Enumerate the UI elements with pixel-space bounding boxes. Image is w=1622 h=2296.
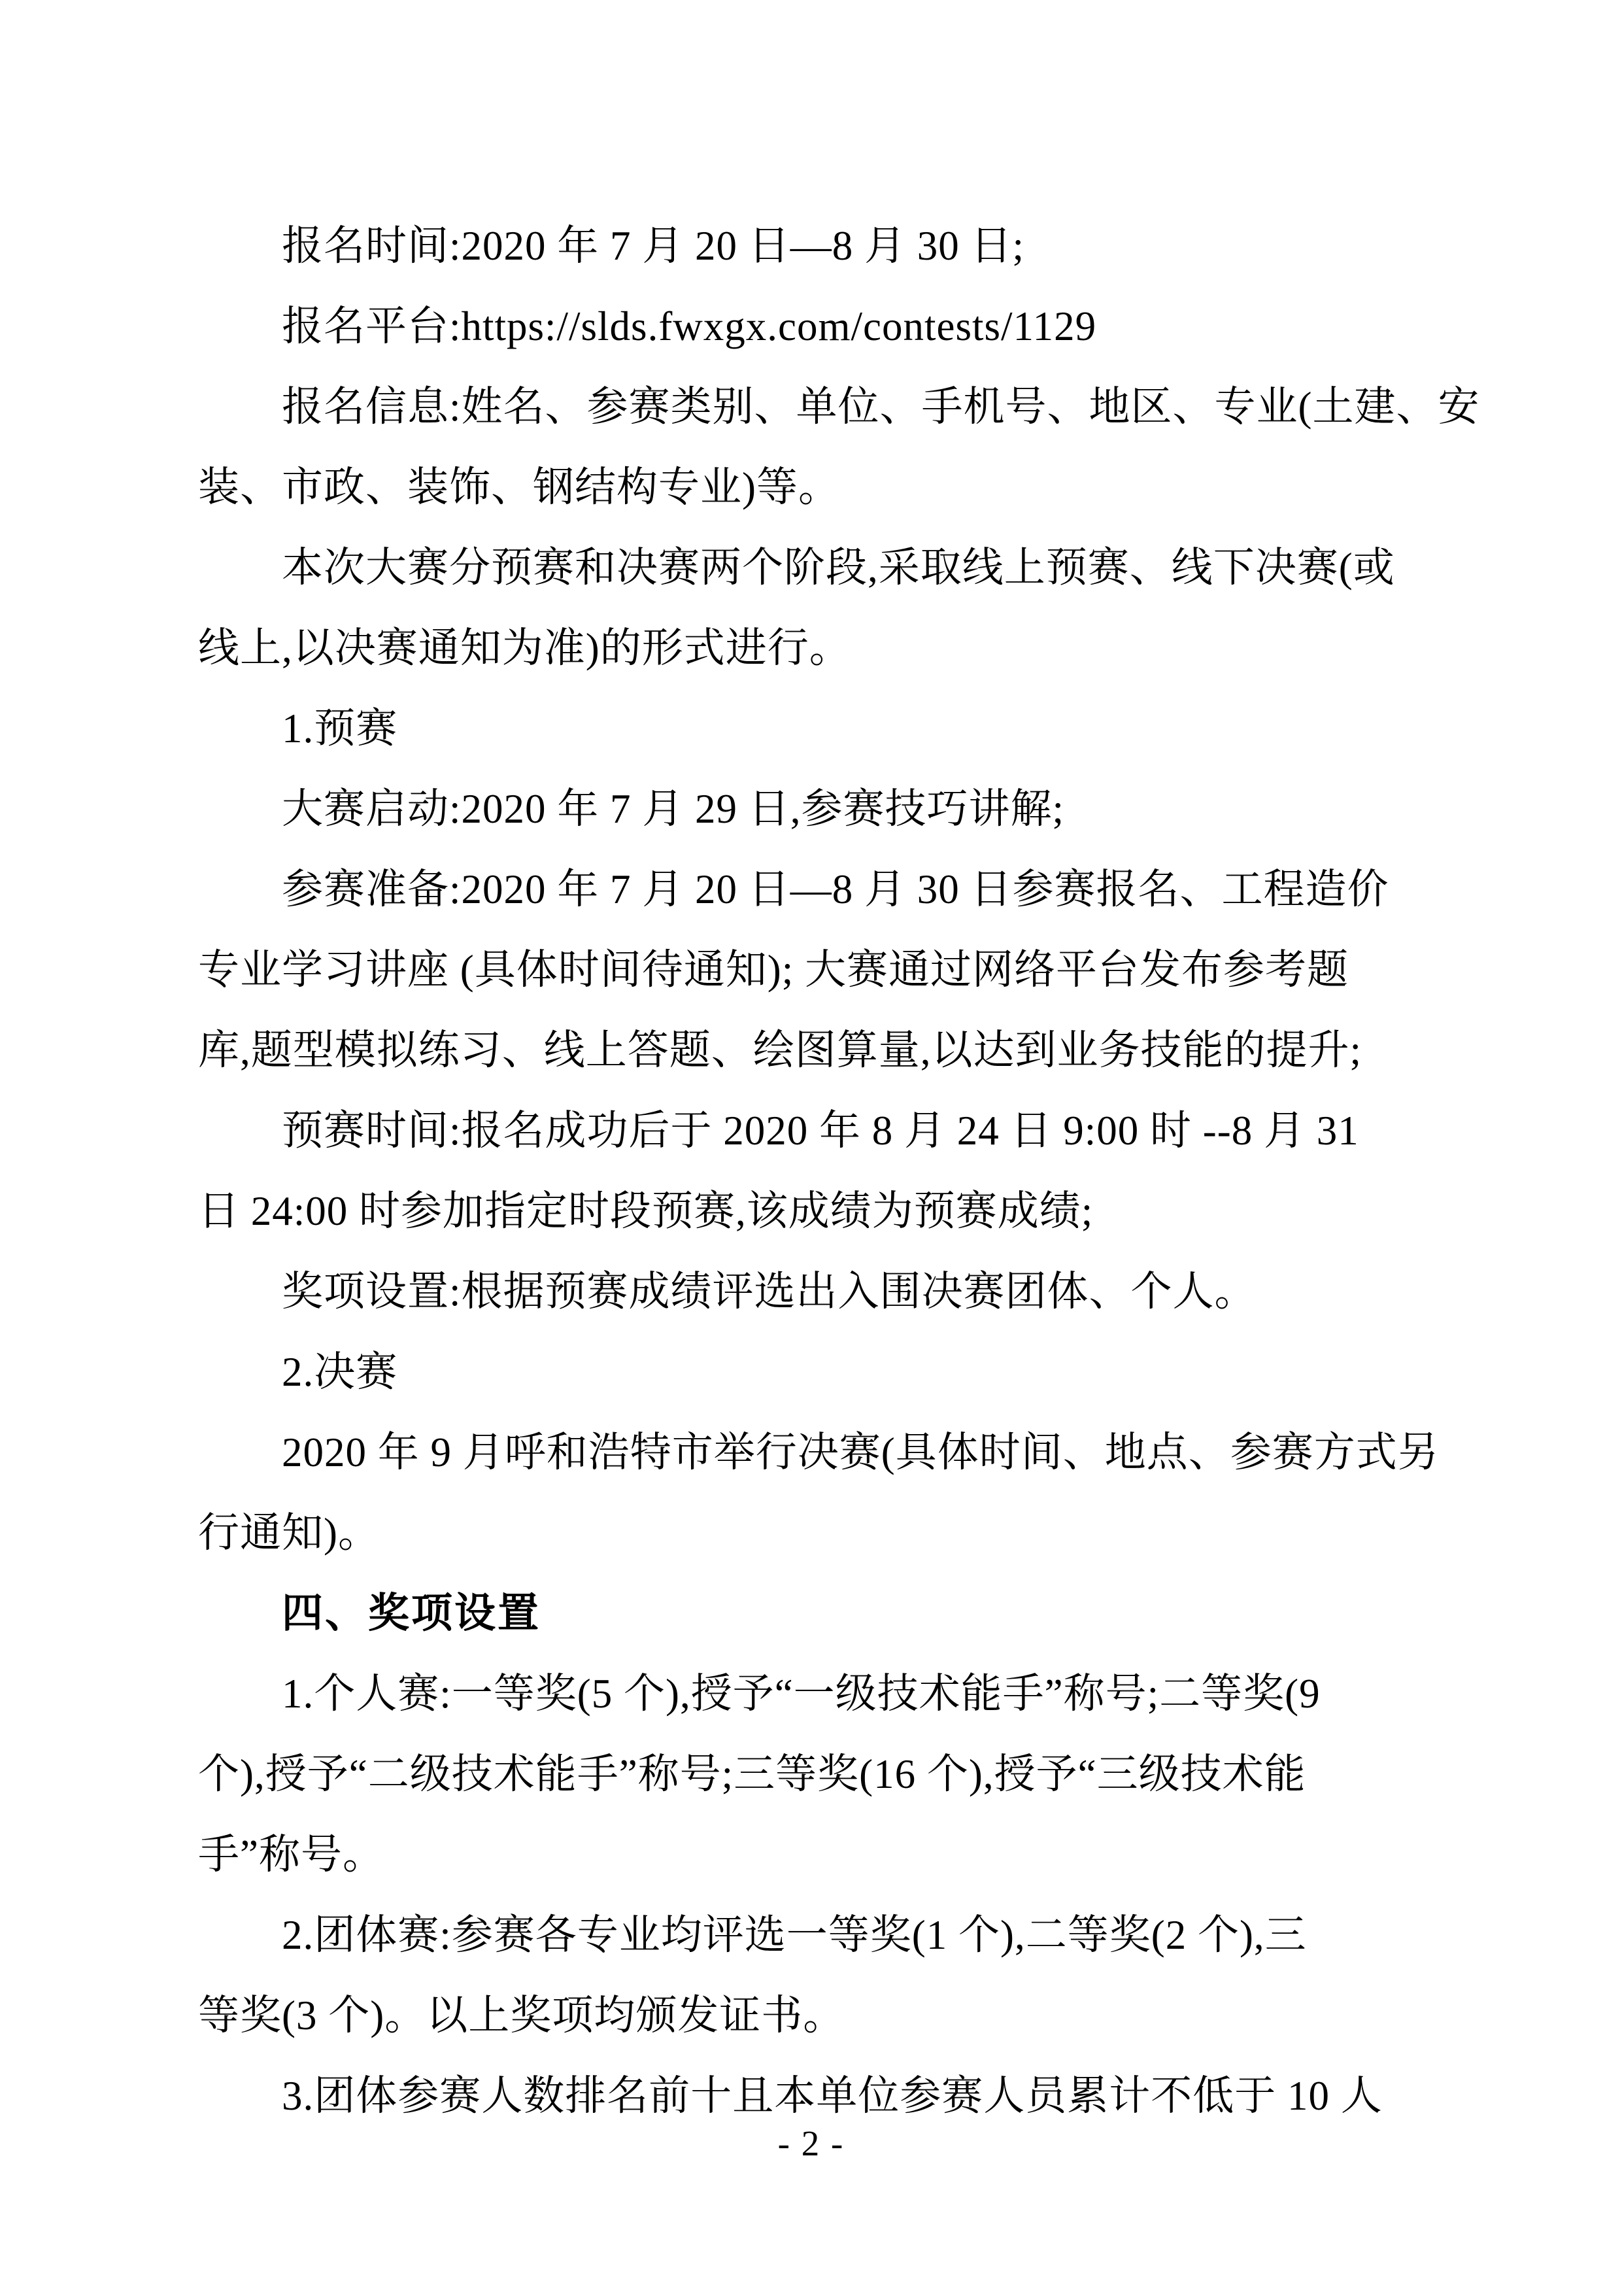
paragraph-line: 1.预赛	[282, 706, 398, 751]
paragraph-line: 奖项设置:根据预赛成绩评选出入围决赛团体、个人。	[282, 1269, 1257, 1314]
paragraph-line: 本次大赛分预赛和决赛两个阶段,采取线上预赛、线下决赛(或	[282, 545, 1395, 591]
paragraph-line: 2020 年 9 月呼和浩特市举行决赛(具体时间、地点、参赛方式另	[282, 1430, 1440, 1475]
paragraph-line: 2.团体赛:参赛各专业均评选一等奖(1 个),二等奖(2 个),三	[282, 1912, 1307, 1958]
paragraph-line: 线上,以决赛通知为准)的形式进行。	[198, 625, 851, 671]
paragraph-line: 预赛时间:报名成功后于 2020 年 8 月 24 日 9:00 时 --8 月 31	[282, 1108, 1359, 1154]
paragraph-line: 库,题型模拟练习、线上答题、绘图算量,以达到业务技能的提升;	[198, 1027, 1362, 1073]
paragraph-line: 2.决赛	[282, 1349, 398, 1395]
paragraph-line: 报名信息:姓名、参赛类别、单位、手机号、地区、专业(土建、安	[282, 384, 1480, 430]
document-body	[198, 206, 1480, 2136]
paragraph-line: 1.个人赛:一等奖(5 个),授予“一级技术能手”称号;二等奖(9	[282, 1671, 1321, 1717]
paragraph-line: 报名平台:https://slds.fwxgx.com/contests/1129	[282, 303, 1097, 349]
paragraph-line: 个),授予“二级技术能手”称号;三等奖(16 个),授予“三级技术能	[198, 1751, 1306, 1797]
paragraph-line: 报名时间:2020 年 7 月 20 日—8 月 30 日;	[282, 223, 1025, 269]
paragraph-line: 行通知)。	[198, 1510, 380, 1556]
paragraph-line: 手”称号。	[198, 1832, 384, 1877]
paragraph-line: 专业学习讲座 (具体时间待通知); 大赛通过网络平台发布参考题	[198, 947, 1349, 993]
page-number: - 2 -	[777, 2123, 845, 2163]
paragraph-line: 大赛启动:2020 年 7 月 29 日,参赛技巧讲解;	[282, 786, 1065, 832]
paragraph-line: 3.团体参赛人数排名前十且本单位参赛人员累计不低于 10 人	[282, 2073, 1383, 2119]
paragraph-line: 日 24:00 时参加指定时段预赛,该成绩为预赛成绩;	[198, 1188, 1094, 1234]
section-heading: 四、奖项设置	[282, 1590, 541, 1636]
paragraph-line: 装、市政、装饰、钢结构专业)等。	[198, 464, 840, 510]
paragraph-line: 参赛准备:2020 年 7 月 20 日—8 月 30 日参赛报名、工程造价	[282, 866, 1389, 912]
paragraph-line: 等奖(3 个)。以上奖项均颁发证书。	[198, 1993, 845, 2038]
